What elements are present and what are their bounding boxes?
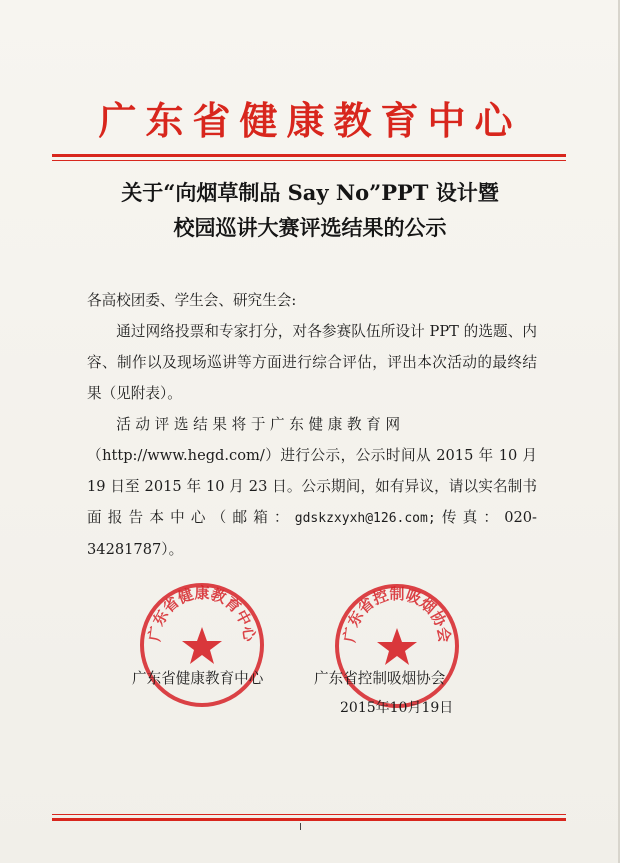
signature-org-2: 广东省控制吸烟协会 bbox=[314, 670, 446, 687]
paragraph-2-intro: 活 动 评 选 结 果 将 于 广 东 健 康 教 育 网 bbox=[116, 416, 401, 433]
salutation: 各高校团委、学生会、研究生会: bbox=[87, 292, 297, 309]
footer-tick-mark bbox=[300, 823, 301, 830]
paragraph-2-body bbox=[87, 440, 537, 565]
footer-rule-thin bbox=[52, 814, 566, 815]
official-seal-tobacco-control-association bbox=[335, 584, 459, 708]
email-address: gdskzxyxh@126.com; bbox=[294, 511, 436, 526]
official-seal-health-education-center bbox=[140, 583, 264, 707]
footer-rule-thick bbox=[52, 818, 566, 821]
paragraph-2 bbox=[87, 409, 537, 565]
seal-2-star-icon bbox=[377, 628, 417, 665]
seal-1-star-icon bbox=[182, 627, 222, 664]
paragraph-2-rest: （http://www.hegd.com/）进行公示，公示时间从 2015 年 10 月 19 日至 2015 年 10 月 23 日。公示期间，如有异议，请以实名制书面报告本中心（邮箱： bbox=[87, 447, 537, 526]
letterhead-title: 广东省健康教育中心 bbox=[98, 98, 522, 143]
paragraph-2-end: 传真：020-34281787）。 bbox=[87, 509, 537, 558]
signature-org-1: 广东省健康教育中心 bbox=[132, 670, 264, 687]
document-title-line-1: 关于“向烟草制品 Say No”PPT 设计暨 bbox=[121, 180, 499, 205]
seal-1-text: 广东省健康教育中心 bbox=[145, 584, 259, 643]
signature-date: 2015年10月19日 bbox=[340, 700, 454, 716]
seal-2-text: 广东省控制吸烟协会 bbox=[340, 585, 454, 644]
seal-1-graphic bbox=[140, 583, 264, 707]
letterhead-rule-thin bbox=[52, 160, 566, 161]
seal-2-graphic bbox=[335, 584, 459, 708]
document-title-line-2: 校园巡讲大赛评选结果的公示 bbox=[173, 215, 447, 240]
paragraph-1: 通过网络投票和专家打分，对各参赛队伍所设计 PPT 的选题、内容、制作以及现场巡讲等方面进行综合评估，评出本次活动的最终结果（见附表）。 bbox=[87, 323, 537, 402]
letterhead-rule-thick bbox=[52, 154, 566, 157]
